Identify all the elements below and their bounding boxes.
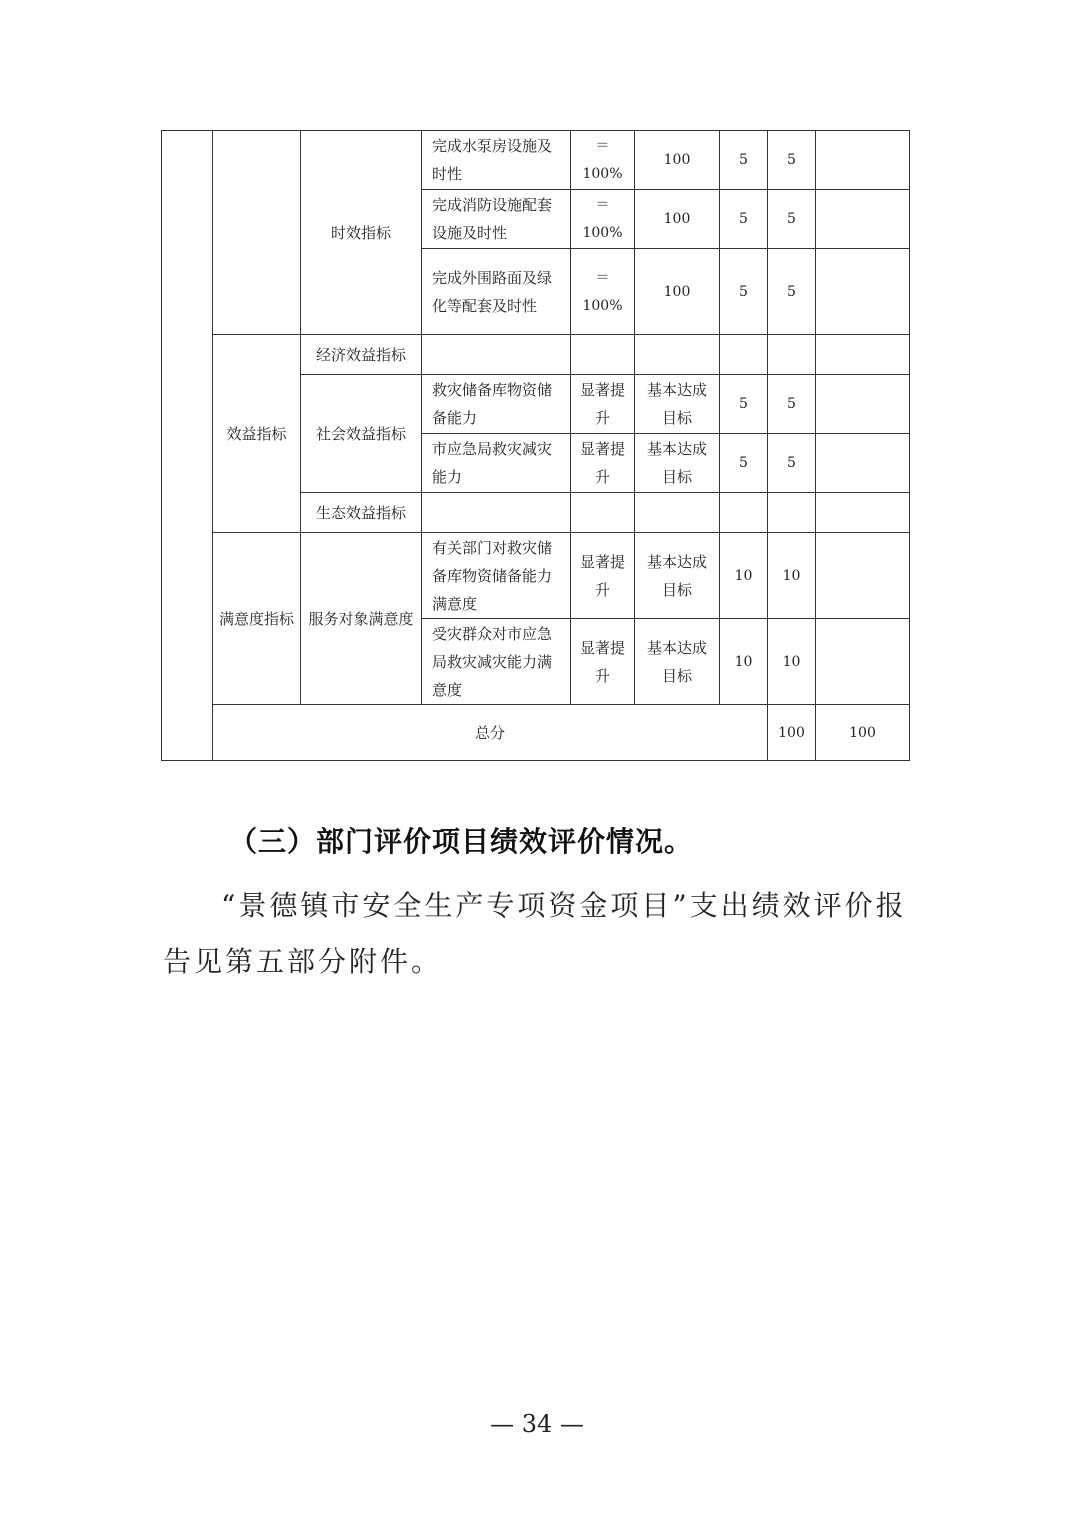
target-cell xyxy=(571,249,635,335)
indicator-cell: 市应急局救灾减灾能力 xyxy=(422,434,571,493)
benefit-label: 效益指标 xyxy=(213,335,301,533)
target-op: ＝ xyxy=(595,269,610,286)
actual-cell: 100 xyxy=(635,190,720,249)
indicator-cell: 完成外围路面及绿化等配套及时性 xyxy=(422,249,571,335)
weight-cell: 5 xyxy=(720,190,768,249)
indicator-cell: 受灾群众对市应急局救灾减灾能力满意度 xyxy=(422,619,571,705)
weight-cell xyxy=(720,493,768,533)
actual-cell: 基本达成目标 xyxy=(635,619,720,705)
remark-cell xyxy=(816,533,910,619)
score-cell: 5 xyxy=(768,190,816,249)
weight-cell: 5 xyxy=(720,375,768,434)
actual-cell xyxy=(635,335,720,375)
weight-cell: 10 xyxy=(720,619,768,705)
indicator-cell: 救灾储备库物资储备能力 xyxy=(422,375,571,434)
target-cell xyxy=(571,131,635,190)
target-cell xyxy=(571,493,635,533)
total-weight: 100 xyxy=(768,705,816,761)
second-level-indicator-cell xyxy=(213,131,301,335)
remark-cell xyxy=(816,335,910,375)
target-cell: 显著提升 xyxy=(571,619,635,705)
indicator-cell xyxy=(422,335,571,375)
indicator-cell: 有关部门对救灾储备库物资储备能力满意度 xyxy=(422,533,571,619)
target-cell xyxy=(571,190,635,249)
remark-cell xyxy=(816,619,910,705)
ecological-benefit-label: 生态效益指标 xyxy=(301,493,422,533)
score-cell xyxy=(768,335,816,375)
weight-cell: 5 xyxy=(720,131,768,190)
remark-cell xyxy=(816,493,910,533)
remark-cell xyxy=(816,249,910,335)
score-cell: 5 xyxy=(768,249,816,335)
target-cell: 显著提升 xyxy=(571,375,635,434)
actual-cell: 基本达成目标 xyxy=(635,375,720,434)
weight-cell: 5 xyxy=(720,434,768,493)
actual-cell: 100 xyxy=(635,131,720,190)
weight-cell: 5 xyxy=(720,249,768,335)
remark-cell xyxy=(816,190,910,249)
remark-cell xyxy=(816,434,910,493)
target-value: 100% xyxy=(582,225,623,241)
target-op: ＝ xyxy=(595,197,610,213)
economic-benefit-label: 经济效益指标 xyxy=(301,335,422,375)
total-label: 总分 xyxy=(213,705,768,761)
target-cell: 显著提升 xyxy=(571,533,635,619)
indicator-cell: 完成水泵房设施及时性 xyxy=(422,131,571,190)
performance-table xyxy=(161,130,910,761)
social-benefit-label: 社会效益指标 xyxy=(301,375,422,493)
target-cell: 显著提升 xyxy=(571,434,635,493)
score-cell: 5 xyxy=(768,434,816,493)
score-cell xyxy=(768,493,816,533)
actual-cell: 基本达成目标 xyxy=(635,533,720,619)
target-op: ＝ xyxy=(595,138,610,154)
body-paragraph: “景德镇市安全生产专项资金项目”支出绩效评价报告见第五部分附件。 xyxy=(163,889,907,978)
total-score: 100 xyxy=(816,705,910,761)
indicator-cell xyxy=(422,493,571,533)
actual-cell xyxy=(635,493,720,533)
remark-cell xyxy=(816,375,910,434)
score-cell: 10 xyxy=(768,533,816,619)
weight-cell xyxy=(720,335,768,375)
indicator-cell: 完成消防设施配套设施及时性 xyxy=(422,190,571,249)
timeliness-label: 时效指标 xyxy=(301,131,422,335)
section-heading: （三）部门评价项目绩效评价情况。 xyxy=(229,825,694,858)
first-level-indicator-cell xyxy=(162,131,213,761)
page-number: — 34 — xyxy=(490,1410,584,1438)
target-value: 100% xyxy=(582,297,623,314)
satisfaction-label: 满意度指标 xyxy=(213,533,301,705)
score-cell: 5 xyxy=(768,131,816,190)
target-cell xyxy=(571,335,635,375)
target-value: 100% xyxy=(582,166,623,182)
actual-cell: 基本达成目标 xyxy=(635,434,720,493)
score-cell: 5 xyxy=(768,375,816,434)
score-cell: 10 xyxy=(768,619,816,705)
actual-cell: 100 xyxy=(635,249,720,335)
remark-cell xyxy=(816,131,910,190)
service-satisfaction-label: 服务对象满意度 xyxy=(301,533,422,705)
weight-cell: 10 xyxy=(720,533,768,619)
